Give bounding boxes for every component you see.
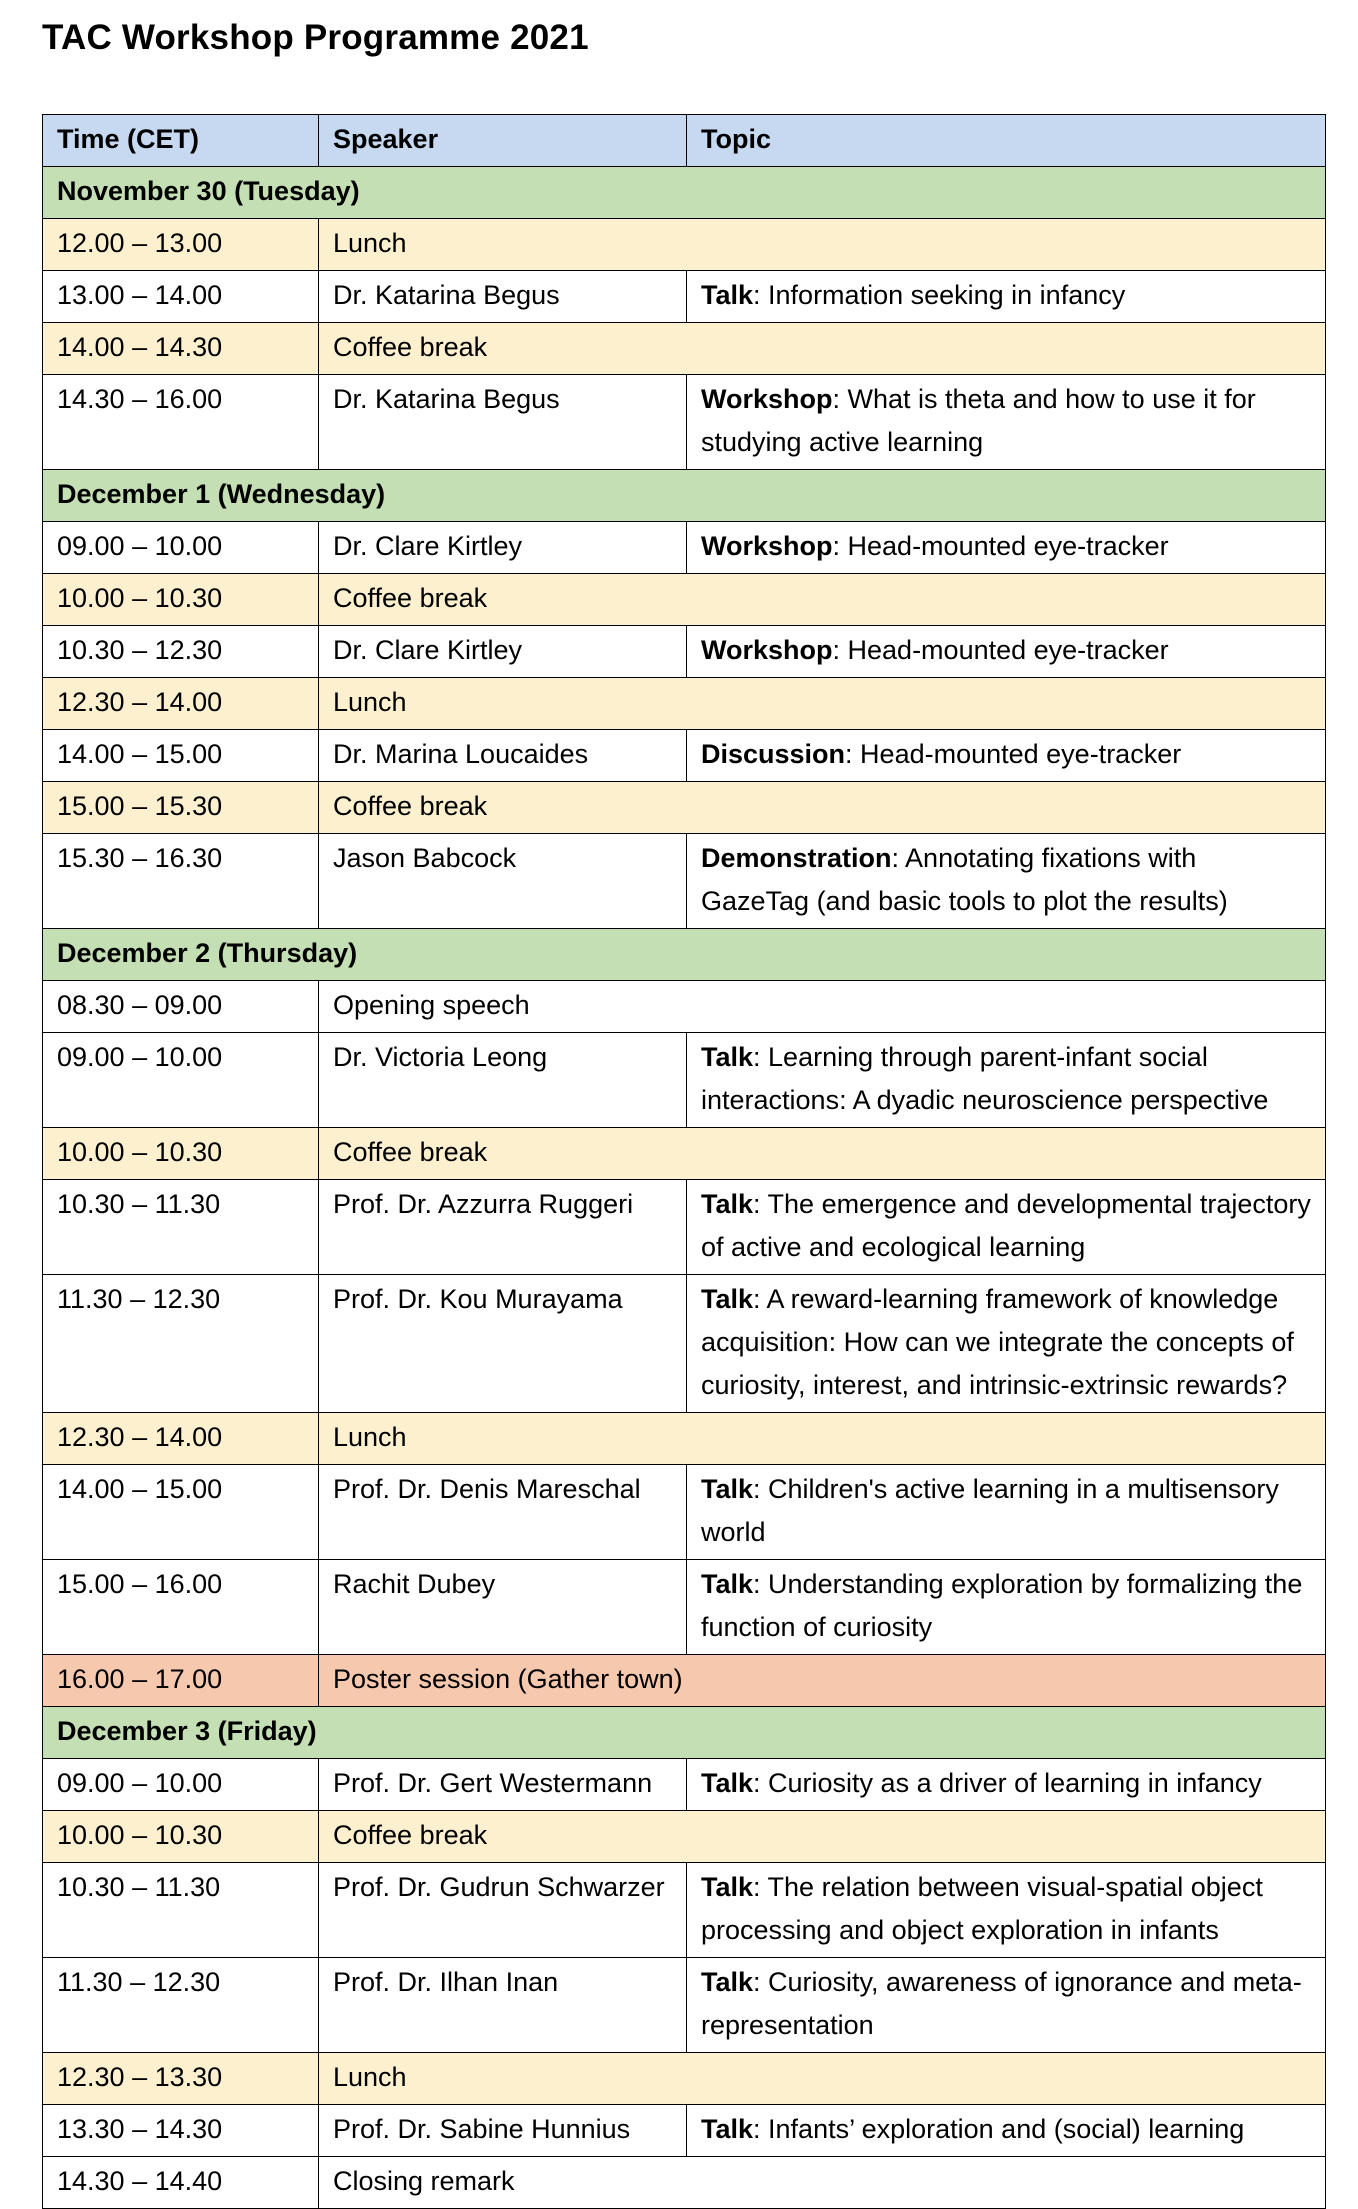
session-topic-text: : What is theta and how to use it for studying active learning bbox=[701, 384, 1256, 457]
session-topic bbox=[687, 1180, 1326, 1275]
header-speaker: Speaker bbox=[319, 115, 687, 167]
row-time: 12.30 – 14.00 bbox=[43, 1413, 319, 1465]
programme-table bbox=[42, 114, 1326, 2209]
session-speaker: Dr. Victoria Leong bbox=[319, 1033, 687, 1128]
session-time: 09.00 – 10.00 bbox=[43, 1759, 319, 1811]
row-label: Lunch bbox=[319, 678, 1326, 730]
session-kind: Talk bbox=[701, 1872, 754, 1902]
session-speaker: Prof. Dr. Azzurra Ruggeri bbox=[319, 1180, 687, 1275]
session-kind: Demonstration bbox=[701, 843, 892, 873]
session-topic bbox=[687, 834, 1326, 929]
session-topic bbox=[687, 1863, 1326, 1958]
session-topic-text: : Head-mounted eye-tracker bbox=[845, 739, 1182, 769]
session-speaker: Prof. Dr. Kou Murayama bbox=[319, 1275, 687, 1413]
session-speaker: Prof. Dr. Ilhan Inan bbox=[319, 1958, 687, 2053]
session-kind: Talk bbox=[701, 2114, 754, 2144]
row-label: Lunch bbox=[319, 2053, 1326, 2105]
day-header-row bbox=[43, 929, 1326, 981]
session-time: 15.30 – 16.30 bbox=[43, 834, 319, 929]
day-label: November 30 (Tuesday) bbox=[43, 167, 1326, 219]
session-kind: Talk bbox=[701, 1569, 754, 1599]
session-topic bbox=[687, 522, 1326, 574]
session-topic-text: : Annotating fixations with GazeTag (and basic tools to plot the results) bbox=[701, 843, 1228, 916]
row-time: 08.30 – 09.00 bbox=[43, 981, 319, 1033]
session-row bbox=[43, 1560, 1326, 1655]
session-time: 11.30 – 12.30 bbox=[43, 1275, 319, 1413]
session-kind: Talk bbox=[701, 1768, 754, 1798]
session-row bbox=[43, 1759, 1326, 1811]
session-topic bbox=[687, 1560, 1326, 1655]
row-time: 12.30 – 14.00 bbox=[43, 678, 319, 730]
row-time: 14.30 – 14.40 bbox=[43, 2157, 319, 2209]
row-label: Coffee break bbox=[319, 782, 1326, 834]
session-topic bbox=[687, 271, 1326, 323]
session-row bbox=[43, 1863, 1326, 1958]
session-topic bbox=[687, 1958, 1326, 2053]
row-time: 15.00 – 15.30 bbox=[43, 782, 319, 834]
session-topic-text: : Head-mounted eye-tracker bbox=[832, 531, 1169, 561]
row-label: Lunch bbox=[319, 219, 1326, 271]
row-time: 12.00 – 13.00 bbox=[43, 219, 319, 271]
row-time: 10.00 – 10.30 bbox=[43, 1811, 319, 1863]
session-topic bbox=[687, 626, 1326, 678]
break-row bbox=[43, 1413, 1326, 1465]
day-label: December 1 (Wednesday) bbox=[43, 470, 1326, 522]
session-kind: Workshop bbox=[701, 531, 833, 561]
break-row bbox=[43, 219, 1326, 271]
header-time: Time (CET) bbox=[43, 115, 319, 167]
break-row bbox=[43, 1811, 1326, 1863]
row-time: 10.00 – 10.30 bbox=[43, 1128, 319, 1180]
row-time: 12.30 – 13.30 bbox=[43, 2053, 319, 2105]
day-label: December 2 (Thursday) bbox=[43, 929, 1326, 981]
session-topic-text: : Children's active learning in a multisensory world bbox=[701, 1474, 1279, 1547]
session-topic bbox=[687, 1759, 1326, 1811]
session-topic bbox=[687, 1033, 1326, 1128]
row-label: Opening speech bbox=[319, 981, 1326, 1033]
break-row bbox=[43, 2053, 1326, 2105]
plain-row bbox=[43, 981, 1326, 1033]
session-speaker: Prof. Dr. Denis Mareschal bbox=[319, 1465, 687, 1560]
session-topic-text: : Understanding exploration by formalizing the function of curiosity bbox=[701, 1569, 1303, 1642]
break-row bbox=[43, 678, 1326, 730]
session-row bbox=[43, 522, 1326, 574]
session-row bbox=[43, 1180, 1326, 1275]
session-speaker: Prof. Dr. Sabine Hunnius bbox=[319, 2105, 687, 2157]
session-row bbox=[43, 1465, 1326, 1560]
session-topic-text: : The relation between visual-spatial object processing and object exploration in infants bbox=[701, 1872, 1263, 1945]
session-topic-text: : The emergence and developmental trajectory of active and ecological learning bbox=[701, 1189, 1311, 1262]
session-time: 09.00 – 10.00 bbox=[43, 522, 319, 574]
session-topic bbox=[687, 2105, 1326, 2157]
session-speaker: Prof. Dr. Gert Westermann bbox=[319, 1759, 687, 1811]
session-time: 13.00 – 14.00 bbox=[43, 271, 319, 323]
session-speaker: Prof. Dr. Gudrun Schwarzer bbox=[319, 1863, 687, 1958]
session-topic bbox=[687, 730, 1326, 782]
break-row bbox=[43, 574, 1326, 626]
session-row bbox=[43, 834, 1326, 929]
session-topic-text: : Curiosity as a driver of learning in infancy bbox=[753, 1768, 1262, 1798]
day-header-row bbox=[43, 1707, 1326, 1759]
session-topic-text: : Information seeking in infancy bbox=[753, 280, 1126, 310]
session-speaker: Dr. Clare Kirtley bbox=[319, 626, 687, 678]
session-kind: Talk bbox=[701, 280, 754, 310]
programme-body bbox=[43, 167, 1326, 2209]
session-time: 14.00 – 15.00 bbox=[43, 730, 319, 782]
session-topic-text: : Learning through parent-infant social interactions: A dyadic neuroscience perspective bbox=[701, 1042, 1269, 1115]
session-time: 10.30 – 11.30 bbox=[43, 1180, 319, 1275]
session-speaker: Dr. Katarina Begus bbox=[319, 375, 687, 470]
header-topic: Topic bbox=[687, 115, 1326, 167]
session-topic bbox=[687, 1465, 1326, 1560]
session-topic-text: : A reward-learning framework of knowledge acquisition: How can we integrate the concepts of curiosity, interest, and intrinsic-extrinsic rewards? bbox=[701, 1284, 1294, 1400]
session-kind: Talk bbox=[701, 1967, 754, 1997]
table-header-row bbox=[43, 115, 1326, 167]
row-label: Coffee break bbox=[319, 574, 1326, 626]
row-label: Coffee break bbox=[319, 1811, 1326, 1863]
session-row bbox=[43, 375, 1326, 470]
break-row bbox=[43, 323, 1326, 375]
row-time: 10.00 – 10.30 bbox=[43, 574, 319, 626]
session-time: 10.30 – 11.30 bbox=[43, 1863, 319, 1958]
session-topic-text: : Infants’ exploration and (social) learning bbox=[753, 2114, 1245, 2144]
session-topic-text: : Curiosity, awareness of ignorance and meta-representation bbox=[701, 1967, 1302, 2040]
day-header-row bbox=[43, 167, 1326, 219]
page-title: TAC Workshop Programme 2021 bbox=[42, 18, 589, 57]
session-row bbox=[43, 2105, 1326, 2157]
session-time: 10.30 – 12.30 bbox=[43, 626, 319, 678]
row-label: Lunch bbox=[319, 1413, 1326, 1465]
session-kind: Talk bbox=[701, 1474, 754, 1504]
break-row bbox=[43, 782, 1326, 834]
session-speaker: Jason Babcock bbox=[319, 834, 687, 929]
session-kind: Talk bbox=[701, 1284, 754, 1314]
day-label: December 3 (Friday) bbox=[43, 1707, 1326, 1759]
row-time: 14.00 – 14.30 bbox=[43, 323, 319, 375]
session-row bbox=[43, 626, 1326, 678]
session-row bbox=[43, 1958, 1326, 2053]
row-label: Closing remark bbox=[319, 2157, 1326, 2209]
session-time: 13.30 – 14.30 bbox=[43, 2105, 319, 2157]
session-topic bbox=[687, 1275, 1326, 1413]
session-row bbox=[43, 1033, 1326, 1128]
session-kind: Workshop bbox=[701, 384, 833, 414]
session-speaker: Dr. Katarina Begus bbox=[319, 271, 687, 323]
row-label: Poster session (Gather town) bbox=[319, 1655, 1326, 1707]
session-kind: Talk bbox=[701, 1189, 754, 1219]
session-row bbox=[43, 1275, 1326, 1413]
plain-row bbox=[43, 2157, 1326, 2209]
session-topic bbox=[687, 375, 1326, 470]
session-kind: Discussion bbox=[701, 739, 846, 769]
session-kind: Talk bbox=[701, 1042, 754, 1072]
session-time: 11.30 – 12.30 bbox=[43, 1958, 319, 2053]
row-time: 16.00 – 17.00 bbox=[43, 1655, 319, 1707]
session-time: 15.00 – 16.00 bbox=[43, 1560, 319, 1655]
session-speaker: Dr. Clare Kirtley bbox=[319, 522, 687, 574]
session-time: 14.30 – 16.00 bbox=[43, 375, 319, 470]
day-header-row bbox=[43, 470, 1326, 522]
break-row bbox=[43, 1128, 1326, 1180]
session-kind: Workshop bbox=[701, 635, 833, 665]
poster-row bbox=[43, 1655, 1326, 1707]
session-topic-text: : Head-mounted eye-tracker bbox=[832, 635, 1169, 665]
session-row bbox=[43, 730, 1326, 782]
row-label: Coffee break bbox=[319, 323, 1326, 375]
session-speaker: Dr. Marina Loucaides bbox=[319, 730, 687, 782]
session-speaker: Rachit Dubey bbox=[319, 1560, 687, 1655]
session-row bbox=[43, 271, 1326, 323]
session-time: 14.00 – 15.00 bbox=[43, 1465, 319, 1560]
row-label: Coffee break bbox=[319, 1128, 1326, 1180]
session-time: 09.00 – 10.00 bbox=[43, 1033, 319, 1128]
